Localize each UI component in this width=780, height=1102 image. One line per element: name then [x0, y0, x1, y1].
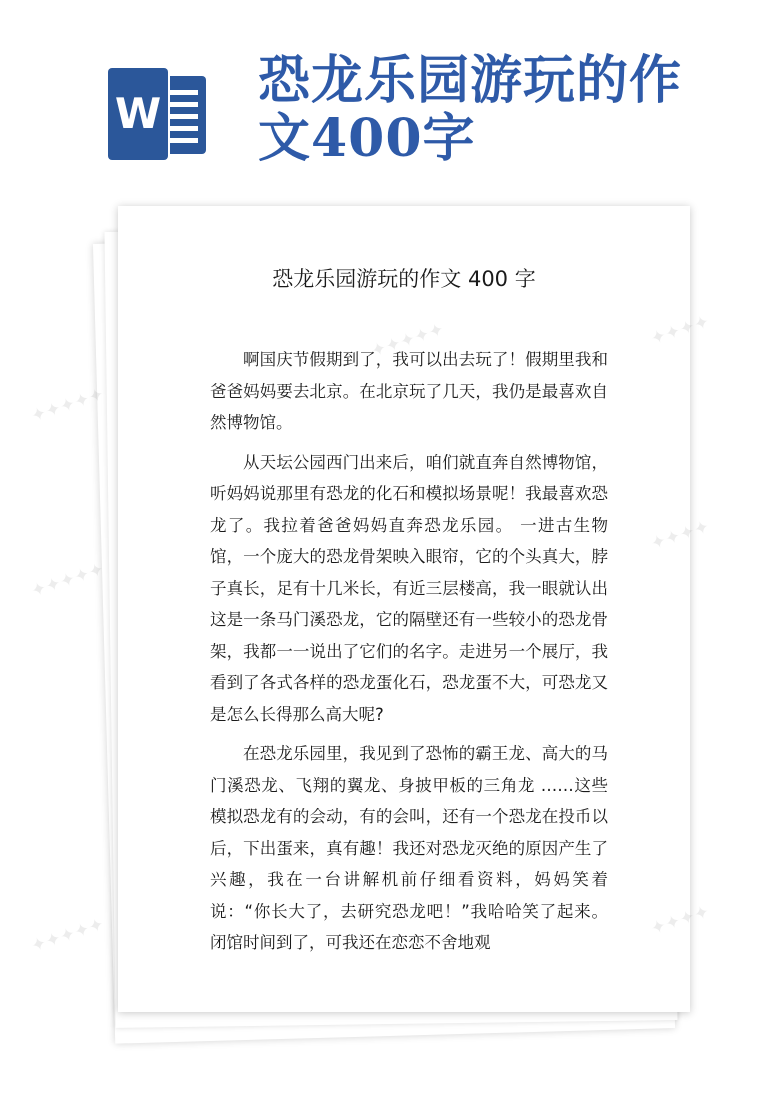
watermark: ✦✦✦✦✦ — [28, 558, 107, 603]
paragraph: 啊国庆节假期到了，我可以出去玩了！假期里我和爸爸妈妈要去北京。在北京玩了几天，我仍是最喜欢自然博物馆。 — [210, 350, 608, 432]
watermark: ✦✦✦✦✦ — [28, 383, 107, 428]
article-title: 恐龙乐园游玩的作文 400 字 — [272, 267, 536, 291]
article-body — [210, 344, 608, 967]
header — [0, 0, 780, 200]
watermark: ✦✦✦✦✦ — [28, 913, 107, 958]
word-icon-letter: W — [108, 68, 168, 160]
word-document-icon — [108, 68, 208, 160]
paragraph: 在恐龙乐园里，我见到了恐怖的霸王龙、高大的马门溪恐龙、飞翔的翼龙、身披甲板的三角龙 ……这些模拟恐龙有的会动，有的会叫，还有一个恐龙在投币以后，下出蛋来，真有趣！我还对恐龙灭绝的原因产生了兴趣，我在一台讲解机前仔细看资料，妈妈笑着说：“你长大了，去研究恐龙吧！”我哈哈笑了起来。 闭馆时间到了，可我还在恋恋不舍地观 — [210, 744, 608, 952]
document-page — [118, 206, 690, 1012]
paragraph: 从天坛公园西门出来后，咱们就直奔自然博物馆，听妈妈说那里有恐龙的化石和模拟场景呢！我最喜欢恐龙了。我拉着爸爸妈妈直奔恐龙乐园。 一进古生物馆，一个庞大的恐龙骨架映入眼帘，它的个头真大，脖子真长，足有十几米长，有近三层楼高，我一眼就认出这是一条马门溪恐龙，它的隔壁还有一些较小的恐龙骨架，我都一一说出了它们的名字。走进另一个展厅，我看到了各式各样的恐龙蛋化石，恐龙蛋不大，可恐龙又是怎么长得那么高大呢? — [210, 452, 608, 724]
page-title: 恐龙乐园游玩的作文400字 — [258, 50, 683, 169]
